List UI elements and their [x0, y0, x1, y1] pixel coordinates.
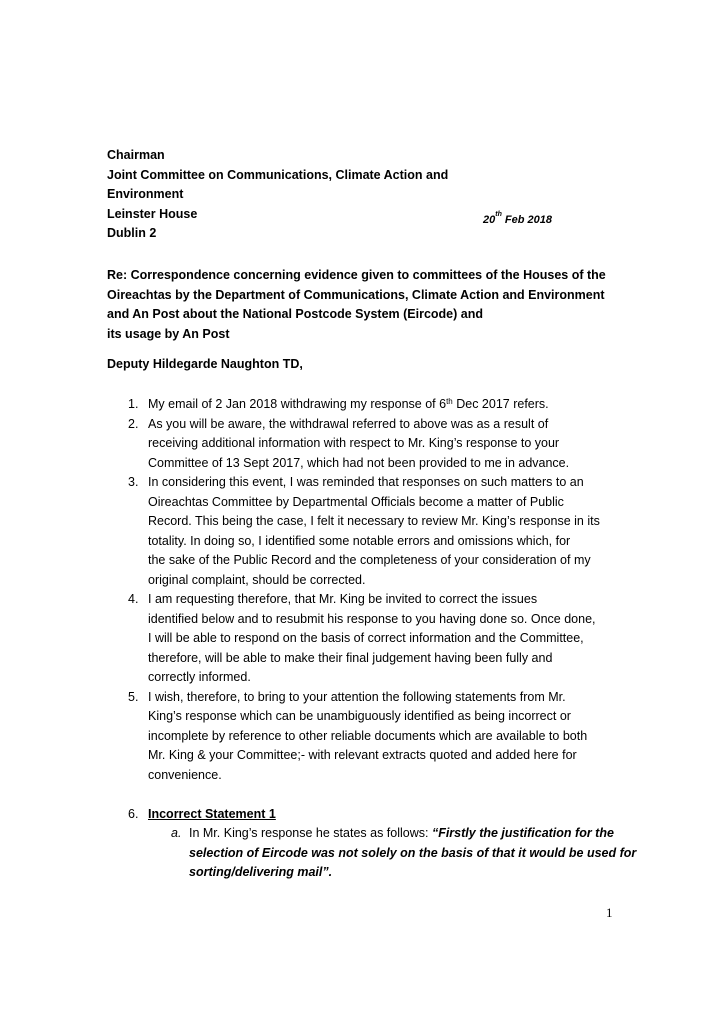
- item-line: Record. This being the case, I felt it necessary to review Mr. King’s response in its: [148, 514, 600, 528]
- list-item: [107, 688, 627, 786]
- list-item: [107, 590, 627, 688]
- item-line: totality. In doing so, I identified some notable errors and omissions which, for: [148, 533, 571, 548]
- ordinal-suffix: th: [446, 397, 453, 406]
- address-line: Environment: [107, 187, 184, 201]
- item-line: Mr. King & your Committee;- with relevant extracts quoted and added here for: [148, 748, 577, 762]
- item-number: 1.: [128, 397, 139, 411]
- quoted-text: sorting/delivering mail”.: [189, 865, 333, 879]
- sub-item-letter: a.: [171, 826, 182, 840]
- address-line: Dublin 2: [107, 226, 157, 240]
- page-number: 1: [606, 905, 613, 920]
- quoted-text: “Firstly the justification for the: [431, 826, 614, 840]
- item-number: 2.: [128, 416, 139, 431]
- item-number: 6.: [128, 806, 139, 821]
- date-rest: Feb 2018: [501, 214, 552, 226]
- item-line: I will be able to respond on the basis of correct information and the Committee,: [148, 631, 584, 645]
- item-line: I wish, therefore, to bring to your attention the following statements from Mr.: [148, 689, 566, 704]
- item-line: As you will be aware, the withdrawal referred to above was as a result of: [148, 416, 549, 431]
- item-line: original complaint, should be corrected.: [148, 572, 366, 587]
- subject-text: Oireachtas by the Department of Communications, Climate Action and Environment: [107, 287, 605, 302]
- sub-item: [130, 824, 637, 883]
- list-item: [107, 805, 637, 883]
- address-line: Chairman: [107, 148, 165, 162]
- date-suffix: th: [495, 211, 502, 218]
- quoted-text: selection of Eircode was not solely on the basis of that it would be used for: [189, 845, 637, 860]
- item-line: the sake of the Public Record and the completeness of your consideration of my: [148, 553, 591, 567]
- item-line: therefore, will be able to make their final judgement having been fully and: [148, 650, 553, 665]
- list-item: [107, 395, 627, 415]
- sub-item-line: [189, 824, 627, 844]
- item-line: I am requesting therefore, that Mr. King be invited to correct the issues: [148, 592, 538, 606]
- address-line: Leinster House: [107, 206, 198, 221]
- item-line: Oireachtas Committee by Departmental Officials become a matter of Public: [148, 494, 564, 509]
- item-line: correctly informed.: [148, 670, 251, 684]
- item-line: convenience.: [148, 767, 222, 782]
- item-text-part: In Mr. King’s response he states as follows:: [189, 826, 432, 840]
- item-text-part: Dec 2017 refers.: [452, 397, 549, 411]
- item-line: receiving additional information with respect to Mr. King’s response to your: [148, 436, 560, 450]
- numbered-list: [107, 395, 637, 883]
- subject-text: and An Post about the National Postcode System (Eircode) and: [107, 307, 483, 321]
- salutation: Deputy Hildegarde Naughton TD,: [107, 357, 303, 371]
- item-line: King’s response which can be unambiguously identified as being incorrect or: [148, 709, 571, 723]
- item-line: In considering this event, I was reminded that responses on such matters to an: [148, 475, 584, 489]
- item-text-part: My email of 2 Jan 2018 withdrawing my response of 6: [148, 397, 447, 411]
- address-line: Joint Committee on Communications, Climate Action and: [107, 167, 449, 182]
- item-line: identified below and to resubmit his response to you having done so. Once done,: [148, 611, 596, 626]
- list-item: [107, 415, 627, 474]
- section-heading: Incorrect Statement 1: [148, 806, 276, 821]
- item-number: 3.: [128, 475, 139, 489]
- letter-date: [483, 211, 552, 226]
- item-line: incomplete by reference to other reliable documents which are available to both: [148, 728, 588, 743]
- subject-text: Re: Correspondence concerning evidence given to committees of the Houses of the: [107, 268, 606, 282]
- recipient-address: [107, 146, 448, 244]
- item-line: Committee of 13 Sept 2017, which had not been provided to me in advance.: [148, 455, 570, 470]
- item-number: 4.: [128, 592, 139, 606]
- spacer: [107, 785, 627, 805]
- item-number: 5.: [128, 689, 139, 704]
- list-item: [107, 473, 627, 590]
- date-day: 20: [483, 214, 496, 226]
- item-text: [148, 395, 627, 415]
- subject-line: [107, 266, 627, 344]
- subject-text: its usage by An Post: [107, 326, 230, 341]
